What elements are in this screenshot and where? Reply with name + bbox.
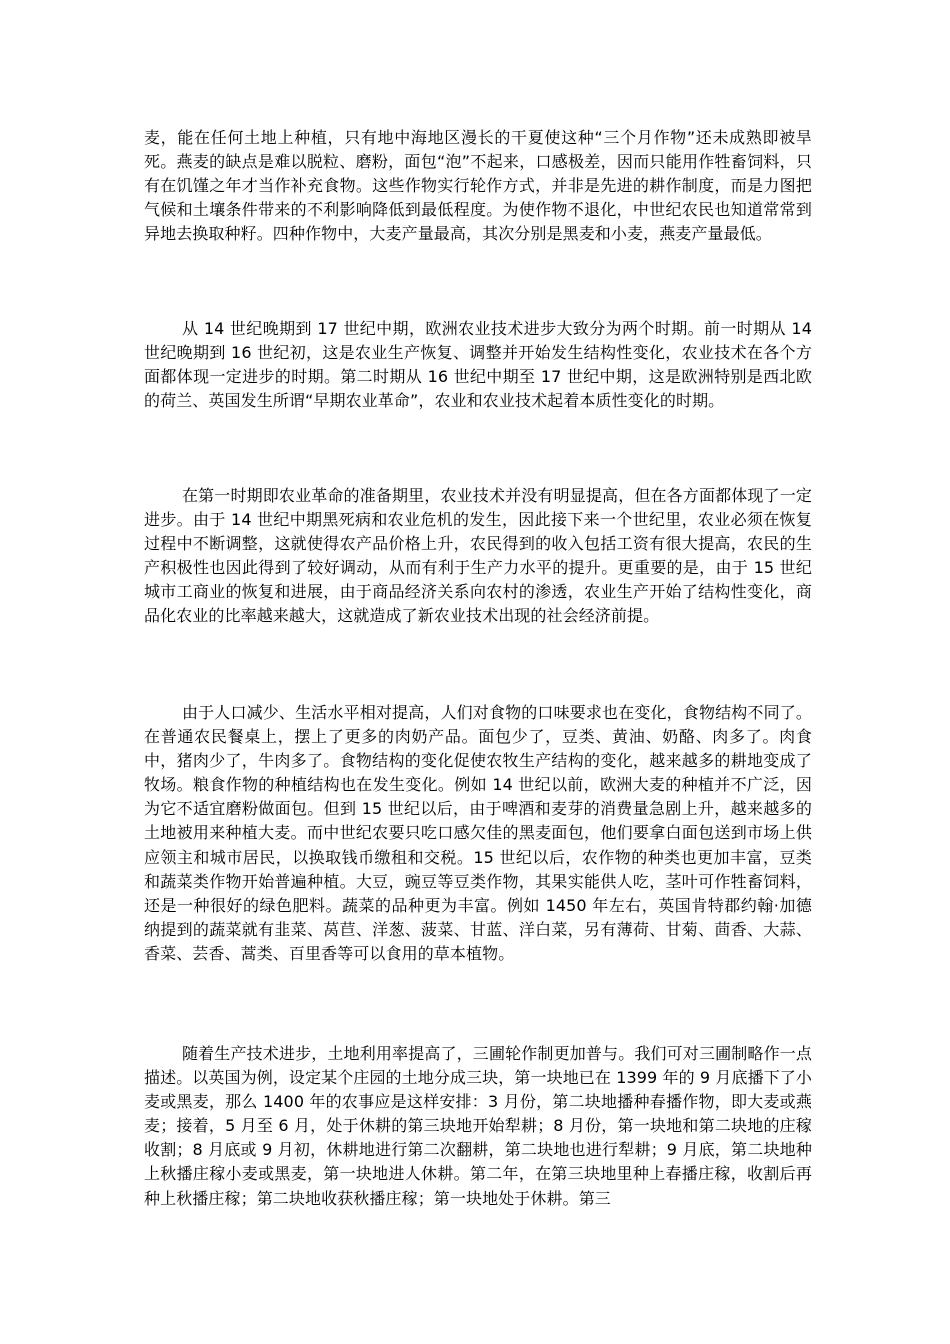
paragraph-crops-continued: 麦，能在任何土地上种植，只有地中海地区漫长的干夏使这种“三个月作物”还未成熟即被旱死。燕麦的缺点是难以脱粒、磨粉，面包“泡”不起来，口感极差，因而只能用作牲畜饲料，只有在饥馑之年才当作补充食物。这些作物实行轮作方式，并非是先进的耕作制度，而是力图把气候和土壤条件带来的不利影响降低到最低程度。为使作物不退化，中世纪农民也知道常常到异地去换取种籽。四种作物中，大麦产量最高，其次分别是黑麦和小麦，燕麦产量最低。 — [144, 128, 812, 244]
paragraph-first-period: 在第一时期即农业革命的准备期里，农业技术并没有明显提高，但在各方面都体现了一定进步。由于 14 世纪中期黑死病和农业危机的发生，因此接下来一个世纪里，农业必须在恢复过程中不断调整，这就使得农产品价格上升，农民得到的收入包括工资有很大提高，农民的生产积极性也因此得到了较好调动，从而有利于生产力水平的提升。更重要的是，由于 15 世纪城市工商业的恢复和进展，由于商品经济关系向农村的渗透，农业生产开始了结构性变化，商品化农业的比率越来越大，这就造成了新农业技术出现的社会经济前提。 — [144, 486, 812, 626]
paragraph-three-field-system: 随着生产技术进步，土地利用率提高了，三圃轮作制更加普与。我们可对三圃制略作一点描述。以英国为例，设定某个庄园的土地分成三块，第一块地已在 1399 年的 9 月底播下了小麦或黑麦，那么 1400 年的农事应是这样安排：3 月份，第二块地播种春播作物，即大麦或燕麦；接着，5 月至 6 月，处于休耕的第三块地开始犁耕；8 月份，第一块地和第二块地的庄稼收割；8 月底或 9 月初，休耕地进行第二次翻耕，第二块地也进行犁耕；9 月底，第二块地种上秋播庄稼小麦或黑麦，第一块地进人休耕。第二年，在第三块地里种上春播庄稼，收割后再种上秋播庄稼；第二块地收获秋播庄稼；第一块地处于休耕。第三 — [144, 1044, 812, 1208]
paragraph-food-structure: 由于人口减少、生活水平相对提高，人们对食物的口味要求也在变化，食物结构不同了。在普通农民餐桌上，摆上了更多的肉奶产品。面包少了，豆类、黄油、奶酪、肉多了。肉食中，猪肉少了，牛肉多了。食物结构的变化促使农牧生产结构的变化，越来越多的耕地变成了牧场。粮食作物的种植结构也在发生变化。例如 14 世纪以前，欧洲大麦的种植并不广泛，因为它不适宜磨粉做面包。但到 15 世纪以后，由于啤酒和麦芽的消费量急剧上升，越来越多的土地被用来种植大麦。而中世纪农要只吃口感欠佳的黑麦面包，他们要拿白面包送到市场上供应领主和城市居民，以换取钱币缴租和交税。15 世纪以后，农作物的种类也更加丰富，豆类和蔬菜类作物开始普遍种植。大豆，豌豆等豆类作物，其果实能供人吃，茎叶可作牲畜饲料，还是一种很好的绿色肥料。蔬菜的品种更为丰富。例如 1450 年左右，英国肯特郡约翰·加德纳提到的蔬菜就有韭菜、莴苣、洋葱、菠菜、甘蓝、洋白菜，另有薄荷、甘菊、茴香、大蒜、香菜、芸香、蒿类、百里香等可以食用的草本植物。 — [144, 703, 812, 963]
paragraph-two-periods: 从 14 世纪晚期到 17 世纪中期，欧洲农业技术进步大致分为两个时期。前一时期从 14 世纪晚期到 16 世纪初，这是农业生产恢复、调整并开始发生结构性变化，农业技术在各个方面都体现一定进步的时期。第二时期从 16 世纪中期至 17 世纪中期，这是欧洲特别是西北欧的荷兰、英国发生所谓“早期农业革命”，农业和农业技术起着本质性变化的时期。 — [144, 319, 812, 411]
